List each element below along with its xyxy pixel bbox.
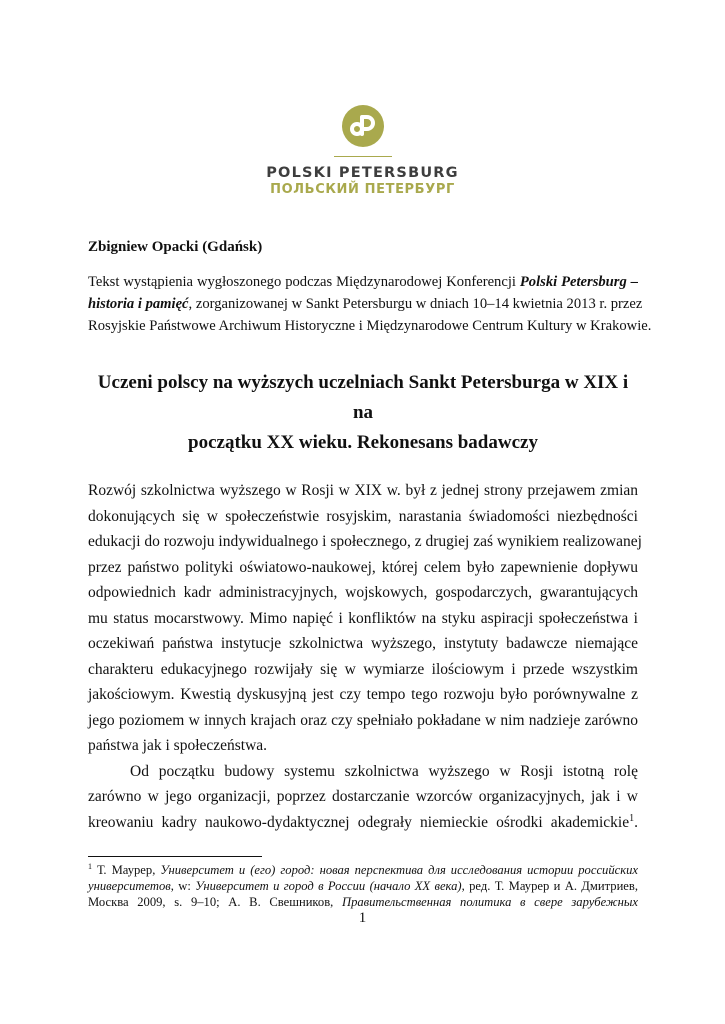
- title-line: Uczeni polscy na wyższych uczelniach Sankt Petersburga w XIX i na: [97, 372, 629, 423]
- body-line: przez państwo polityki oświatowo-naukowej, której celem było zapewnienie dopływu: [88, 558, 638, 576]
- footnote-text: Т. Маурер,: [92, 863, 161, 877]
- body-line: Rozwój szkolnictwa wyższego w Rosji w XIX w. był z jednej strony przejawem zmian: [88, 482, 638, 499]
- footnote-line: [88, 894, 638, 910]
- conference-title: Polski Petersburg –: [519, 274, 638, 290]
- intro-line: [88, 293, 643, 315]
- footnote-line: [88, 862, 638, 878]
- footnote: [88, 862, 638, 910]
- author-name: Zbigniew Opacki (Gdańsk): [88, 239, 263, 255]
- footnote-italic: Университет и город в России (начало XX века): [195, 879, 462, 893]
- footnote-line: [88, 878, 638, 894]
- body-line: jakościowym. Kwestią dyskusyjną jest czy tempo tego rozwoju było porównywalne z: [88, 686, 638, 703]
- body-line: mu status mocarstwowy. Mimo napięć i konfliktów na styku aspiracji społeczeństwa i: [88, 609, 638, 627]
- logo-divider: [334, 156, 392, 157]
- conference-title: historia i pamięć: [88, 296, 189, 312]
- body-text: [88, 478, 642, 835]
- body-line: dokonujących się w społeczeństwie rosyjskim, narastania świadomości niezbędności: [88, 507, 638, 525]
- body-line: zarówno w jego organizacji, poprzez dostarczanie wzorców organizacyjnych, jak i w: [88, 788, 638, 805]
- footnote-italic: университетов: [88, 879, 171, 893]
- intro-text: , zorganizowanej w Sankt Petersburgu w dniach 10–14 kwietnia 2013 r. przez: [188, 296, 643, 312]
- end-punctuation: .: [634, 813, 638, 831]
- footnote-italic: Университет и (его) город: новая перспектива для исследования истории российских: [160, 863, 638, 877]
- footnote-italic: Правительственная политика в свере зарубежных: [341, 895, 638, 909]
- logo-text-cyrillic: ПОЛЬСКИЙ ПЕТЕРБУРГ: [270, 182, 455, 197]
- intro-line: [88, 271, 638, 293]
- intro-line: Rosyjskie Państwowe Archiwum Historyczne i Międzynarodowe Centrum Kultury w Krakowie.: [88, 318, 652, 334]
- logo-text-latin: POLSKI PETERSBURG: [266, 165, 459, 181]
- article-title: [88, 368, 638, 458]
- page-number: 1: [358, 910, 367, 926]
- body-line: państwa jak i społeczeństwa.: [88, 737, 268, 754]
- body-line: [88, 810, 638, 836]
- body-text-span: kreowaniu kadry naukowo-dydaktycznej odegrały niemieckie ośrodki akademickie: [88, 813, 630, 831]
- footnote-text: Москва 2009, s. 9–10; А. В. Свешников,: [88, 895, 342, 909]
- footnote-text: , w:: [170, 879, 196, 893]
- footnote-marker: 1: [88, 861, 92, 871]
- intro-text: Tekst wystąpienia wygłoszonego podczas Międzynarodowej Konferencji: [88, 274, 520, 290]
- footnote-reference[interactable]: 1: [629, 812, 635, 824]
- body-line: charakteru edukacyjnego rozwijały się w wymiarze ilościowym i przede wszystkim: [88, 660, 638, 678]
- dp-monogram-icon: [341, 104, 385, 148]
- body-line: Od początku budowy systemu szkolnictwa wyższego w Rosji istotną rolę: [130, 762, 638, 780]
- body-line: odpowiednich kadr administracyjnych, wojskowych, gospodarczych, gwarantujących: [88, 584, 638, 601]
- logo: [255, 104, 470, 198]
- footnote-separator: [88, 856, 262, 857]
- body-line: edukacji do rozwoju indywidualnego i społecznego, z drugiej zaś wynikiem realizowanej: [88, 533, 642, 550]
- footnote-text: , ред. Т. Маурер и А. Дмитриев,: [461, 879, 638, 893]
- body-line: oczekiwań państwa instytucje szkolnictwa wyższego, instytuty badawcze niemające: [88, 635, 638, 652]
- title-line: początku XX wieku. Rekonesans badawczy: [188, 432, 538, 453]
- body-line: jego poziomem w innych krajach oraz czy spełniało pokładane w nim nadzieje zarówno: [88, 711, 638, 729]
- intro-paragraph: [88, 271, 652, 337]
